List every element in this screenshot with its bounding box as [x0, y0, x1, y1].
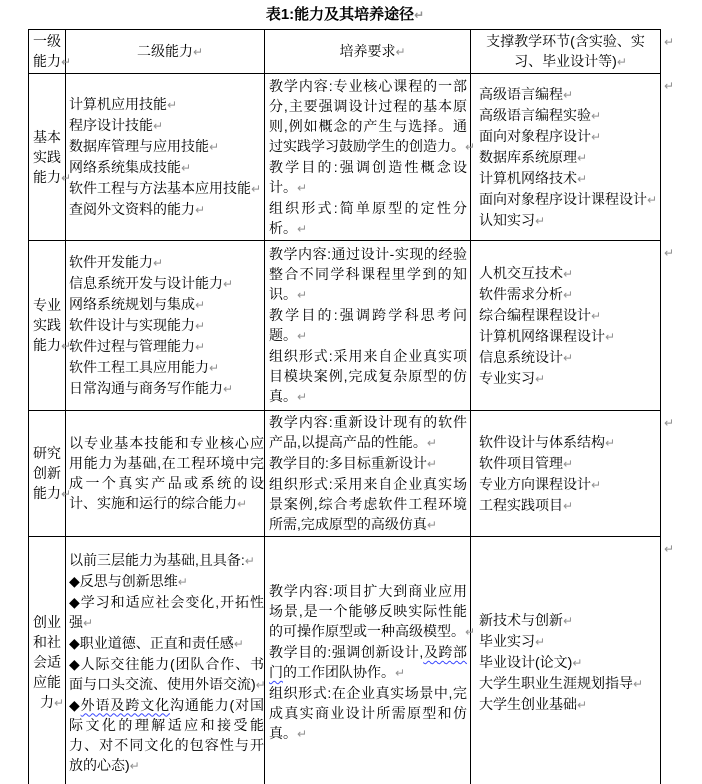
paragraph: 数据库管理与应用技能↵ — [69, 138, 220, 154]
requirements-cell[interactable] — [265, 241, 471, 411]
text-run: 软件项目管理 — [479, 454, 563, 471]
level1-ability-text: 研究创新能力 — [33, 445, 61, 501]
text-run: 毕业实习 — [479, 633, 535, 649]
paragraph: 网络系统规划与集成↵ — [69, 296, 206, 312]
level2-ability-cell[interactable] — [66, 241, 265, 411]
header-text: 培养要求 — [339, 43, 396, 59]
text-run: 以前三层能力为基础,且具备: — [69, 551, 245, 568]
text-run: 信息系统开发与设计能力 — [69, 275, 223, 291]
header-cell-level1-ability[interactable]: 一级能力↵ — [29, 30, 66, 74]
text-run: 查阅外文资料的能力 — [69, 201, 195, 217]
paragraph: 教学内容:专业核心课程的一部分,主要强调设计过程的基本原则,例如概念的产生与选择。通过实践学习鼓励学生的创造力。↵ — [269, 77, 476, 154]
header-cell-requirements[interactable]: 培养要求↵ — [265, 30, 471, 74]
paragraph: 组织形式:采用来自企业真实项目模块案例,完成复杂原型的仿真。↵ — [269, 348, 467, 404]
end-of-row-mark: ↵ — [663, 246, 674, 260]
paragraph: 软件工程工具应用能力↵ — [69, 359, 220, 375]
misspelled-text-run: 及跨部门 — [269, 644, 468, 680]
text-run: 网络系统规划与集成 — [69, 296, 195, 312]
header-text: 支撑教学环节(含实验、实习、毕业设计等) — [486, 33, 645, 69]
paragraph: ◆学习和适应社会变化,开拓性强↵ — [69, 593, 264, 630]
header-cell-level2-ability[interactable]: 二级能力↵ — [66, 30, 265, 74]
paragraph: 软件设计与体系结构↵ — [479, 433, 616, 450]
paragraph: 计算机网络技术↵ — [479, 169, 588, 186]
text-run: 专业方向课程设计 — [479, 475, 591, 492]
paragraph: 软件需求分析↵ — [479, 285, 574, 302]
text-run: 组织形式:采用来自企业真实项目模块案例,完成复杂原型的仿真。 — [269, 348, 467, 404]
paragraph: 组织形式:采用来自企业真实场景案例,综合考虑软件工程环境所需,完成原型的高级仿真↵ — [269, 476, 467, 532]
text-run: 软件开发能力 — [69, 254, 153, 270]
paragraph: 面向对象程序设计↵ — [479, 127, 602, 144]
paragraph: 软件项目管理↵ — [479, 454, 574, 471]
text-run: 程序设计技能 — [69, 117, 153, 133]
text-run: 新技术与创新 — [479, 612, 563, 628]
paragraph: 计算机网络课程设计↵ — [479, 327, 616, 344]
level2-ability-cell[interactable] — [66, 537, 265, 784]
text-run: 数据库系统原理 — [479, 148, 577, 165]
requirements-cell[interactable] — [265, 537, 476, 784]
table-row — [29, 74, 661, 241]
supports-cell[interactable] — [471, 537, 674, 784]
text-run: 教学内容:重新设计现有的软件产品,以提高产品的性能。 — [269, 414, 467, 450]
paragraph: 毕业设计(论文)↵ — [479, 654, 583, 670]
requirements-cell[interactable] — [265, 411, 471, 537]
text-run: 沟通能力(对国际文化的理解适应和接受能力、对不同文化的包容性与开放的心态) — [69, 696, 264, 773]
table-title-text[interactable]: 表1:能力及其培养途径 — [265, 6, 415, 23]
paragraph: 工程实践项目↵ — [479, 496, 574, 513]
supports-cell[interactable] — [471, 241, 674, 411]
level1-ability-text: 基本实践能力 — [33, 128, 61, 185]
requirements-cell[interactable] — [265, 74, 476, 241]
paragraph: 查阅外文资料的能力↵ — [69, 201, 206, 217]
text-run: 工程实践项目 — [479, 496, 563, 513]
level2-ability-cell[interactable] — [66, 411, 265, 537]
header-text: 二级能力 — [137, 43, 193, 59]
text-run: 数据库管理与应用技能 — [69, 138, 209, 154]
paragraph: 专业方向课程设计↵ — [479, 475, 602, 492]
paragraph: 组织形式:在企业真实场景中,完成真实商业设计所需原型和仿真。↵ — [269, 685, 467, 741]
paragraph: 软件开发能力↵ — [69, 254, 164, 270]
text-run: ◆人际交往能力(团队合作、书面与口头交流、使用外语交流) — [69, 655, 264, 692]
text-run: 人机交互技术 — [479, 264, 563, 281]
paragraph: 教学内容:项目扩大到商业应用场景,是一个能够反映实际性能的可操作原型或一种高级模型。↵ — [269, 583, 476, 639]
paragraph: 以前三层能力为基础,且具备:↵ — [69, 551, 255, 568]
paragraph: 网络系统集成技能↵ — [69, 159, 192, 175]
paragraph: 认知实习↵ — [479, 211, 546, 228]
level1-ability-cell[interactable]: 研究创新能力↵ — [29, 411, 66, 537]
paragraph: 教学内容:通过设计-实现的经验整合不同学科课程里学到的知识。↵ — [269, 246, 467, 302]
text-run: 组织形式:采用来自企业真实场景案例,综合考虑软件工程环境所需,完成原型的高级仿真 — [269, 476, 467, 532]
text-run: 组织形式:简单原型的定性分析。 — [269, 199, 467, 236]
text-run: 高级语言编程实验 — [479, 106, 591, 123]
level2-ability-cell[interactable] — [66, 74, 265, 241]
paragraph: 组织形式:简单原型的定性分析。↵ — [269, 199, 467, 236]
level1-ability-cell[interactable]: 创业和社会适应能力↵ — [29, 537, 66, 784]
paragraph: 信息系统开发与设计能力↵ — [69, 275, 234, 291]
paragraph: 教学目的:强调创新设计,及跨部门的工作团队协作。↵ — [269, 644, 468, 680]
paragraph: 教学内容:重新设计现有的软件产品,以提高产品的性能。↵ — [269, 414, 467, 450]
text-run: 教学内容:专业核心课程的一部分,主要强调设计过程的基本原则,例如概念的产生与选择。通过实践学习鼓励学生的创造力。 — [269, 77, 467, 154]
paragraph: ◆反思与创新思维↵ — [69, 572, 188, 589]
paragraph: 大学生职业生涯规划指导↵ — [479, 675, 644, 691]
paragraph: 人机交互技术↵ — [479, 264, 574, 281]
text-run: 组织形式:在企业真实场景中,完成真实商业设计所需原型和仿真。 — [269, 685, 467, 741]
supports-cell[interactable] — [471, 74, 674, 241]
supports-cell[interactable] — [471, 411, 674, 537]
paragraph: ◆外语及跨文化沟通能力(对国际文化的理解适应和接受能力、对不同文化的包容性与开放的心态)↵ — [69, 696, 264, 773]
text-run: ◆反思与创新思维 — [69, 572, 178, 589]
text-run: 软件设计与体系结构 — [479, 433, 605, 450]
table-row — [29, 411, 661, 537]
level1-ability-text: 创业和社会适应能力 — [33, 614, 61, 710]
text-run: 高级语言编程 — [479, 85, 563, 102]
text-run: 综合编程课程设计 — [479, 306, 591, 323]
table-row — [29, 241, 661, 411]
text-run: 软件设计与实现能力 — [69, 317, 195, 333]
paragraph: 信息系统设计↵ — [479, 348, 574, 365]
text-run: 教学内容:项目扩大到商业应用场景,是一个能够反映实际性能的可操作原型或一种高级模型。 — [269, 583, 467, 639]
text-run: 软件过程与管理能力 — [69, 338, 195, 354]
paragraph: 专业实习↵ — [479, 369, 546, 386]
paragraph: 新技术与创新↵ — [479, 612, 574, 628]
text-run: 教学目的:强调创造性概念设计。 — [269, 158, 467, 195]
paragraph: 软件设计与实现能力↵ — [69, 317, 206, 333]
table-title: 表1:能力及其培养途径↵ — [265, 6, 425, 23]
misspelled-text-run: 外语及跨文化 — [80, 696, 170, 713]
paragraph: 面向对象程序设计课程设计↵ — [479, 190, 658, 207]
text-run: ◆学习和适应社会变化,开拓性强 — [69, 593, 264, 630]
header-text: 一级能力 — [33, 33, 61, 69]
end-of-row-mark: ↵ — [663, 79, 674, 93]
end-of-row-mark: ↵ — [663, 542, 674, 556]
text-run: 教学目的:强调创新设计, — [269, 644, 424, 660]
text-run: 教学目的:多目标重新设计 — [269, 455, 427, 471]
ability-table — [28, 29, 674, 784]
paragraph: 程序设计技能↵ — [69, 117, 164, 133]
text-run: 大学生职业生涯规划指导 — [479, 675, 633, 691]
text-run: 软件工程与方法基本应用技能 — [69, 180, 251, 196]
text-run: 面向对象程序设计 — [479, 127, 591, 144]
paragraph: ◆职业道德、正直和责任感↵ — [69, 634, 244, 651]
text-run: 日常沟通与商务写作能力 — [69, 380, 223, 396]
paragraph: 教学目的:强调跨学科思考问题。↵ — [269, 307, 467, 343]
text-run: 的工作团队协作。 — [283, 664, 395, 680]
paragraph: 日常沟通与商务写作能力↵ — [69, 380, 234, 396]
header-cell-supports[interactable]: 支撑教学环节(含实验、实习、毕业设计等)↵ ↵ — [471, 30, 661, 74]
paragraph: 教学目的:强调创造性概念设计。↵ — [269, 158, 467, 195]
text-run: 计算机应用技能 — [69, 96, 167, 112]
text-run: ◆ — [69, 696, 81, 713]
paragraph: 高级语言编程实验↵ — [479, 106, 602, 123]
text-run: 教学目的:强调跨学科思考问题。 — [269, 307, 467, 343]
text-run: 毕业设计(论文) — [479, 654, 573, 670]
text-run: 面向对象程序设计课程设计 — [479, 190, 647, 207]
level1-ability-text: 专业实践能力 — [33, 297, 61, 353]
paragraph: 软件过程与管理能力↵ — [69, 338, 206, 354]
text-run: 计算机网络技术 — [479, 169, 577, 186]
text-run: 计算机网络课程设计 — [479, 327, 605, 344]
text-run: 以专业基本技能和专业核心应用能力为基础,在工程环境中完成一个真实产品或系统的设计、实施和运行的综合能力 — [69, 435, 264, 511]
text-run: 教学内容:通过设计-实现的经验整合不同学科课程里学到的知识。 — [269, 246, 467, 302]
level1-ability-cell[interactable]: 专业实践能力↵ — [29, 241, 66, 411]
text-run: 网络系统集成技能 — [69, 159, 181, 175]
paragraph: 数据库系统原理↵ — [479, 148, 588, 165]
text-run: ◆职业道德、正直和责任感 — [69, 634, 234, 651]
table-header-row — [29, 30, 661, 74]
paragraph: 高级语言编程↵ — [479, 85, 574, 102]
text-run: 认知实习 — [479, 211, 535, 228]
text-run: 软件工程工具应用能力 — [69, 359, 209, 375]
text-run: 专业实习 — [479, 369, 535, 386]
table-body — [29, 74, 674, 784]
paragraph: 综合编程课程设计↵ — [479, 306, 602, 323]
paragraph: 大学生创业基础↵ — [479, 696, 588, 712]
text-run: 软件需求分析 — [479, 285, 563, 302]
paragraph: 以专业基本技能和专业核心应用能力为基础,在工程环境中完成一个真实产品或系统的设计、实施和运行的综合能力↵ — [69, 435, 264, 511]
table-row — [29, 537, 661, 784]
end-of-row-mark: ↵ — [663, 416, 674, 430]
text-run: 大学生创业基础 — [479, 696, 577, 712]
level1-ability-cell[interactable]: 基本实践能力↵ — [29, 74, 66, 241]
end-of-row-mark: ↵ — [663, 35, 674, 49]
paragraph: 毕业实习↵ — [479, 633, 546, 649]
paragraph: 软件工程与方法基本应用技能↵ — [69, 180, 262, 196]
paragraph: 教学目的:多目标重新设计↵ — [269, 455, 437, 471]
paragraph: ◆人际交往能力(团队合作、书面与口头交流、使用外语交流)↵ — [69, 655, 266, 692]
text-run: 信息系统设计 — [479, 348, 563, 365]
paragraph: 计算机应用技能↵ — [69, 96, 178, 112]
